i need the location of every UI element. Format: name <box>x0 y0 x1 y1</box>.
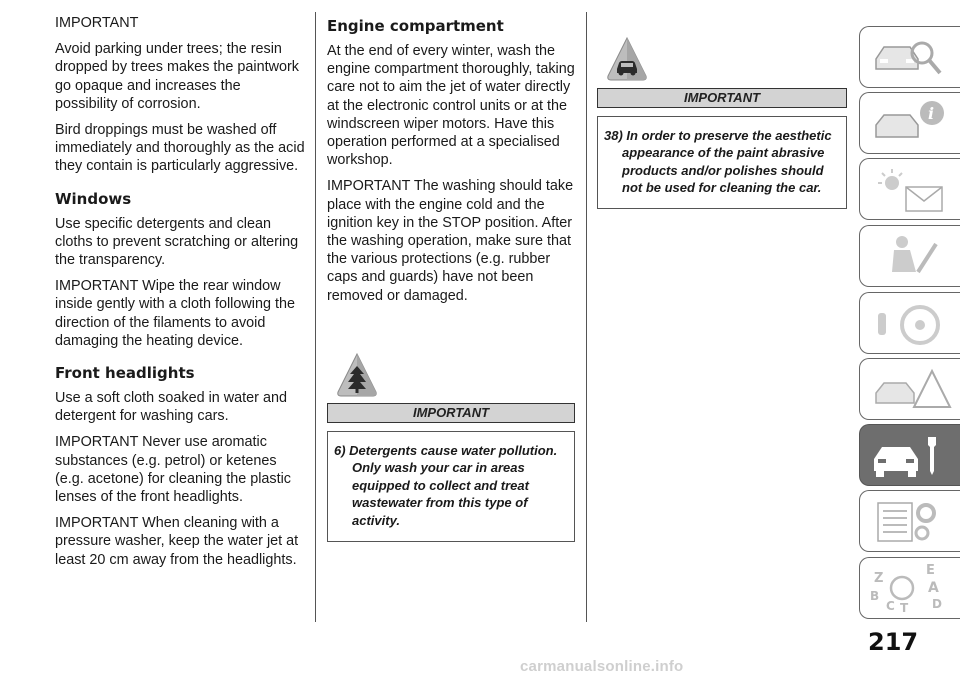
column-divider <box>315 12 316 622</box>
heading-engine-compartment: Engine compartment <box>327 17 504 35</box>
heading-windows: Windows <box>55 189 132 208</box>
environment-tree-warning-icon <box>336 352 378 398</box>
paragraph-soft-cloth: Use a soft cloth soaked in water and detergent for washing cars. <box>55 390 287 425</box>
car-info-icon <box>870 99 954 149</box>
important-box-right <box>597 116 847 209</box>
car-crash-warning-icon <box>870 365 954 415</box>
watermark: carmanualsonline.info <box>520 658 684 675</box>
tab-index[interactable] <box>859 557 960 619</box>
alphabetical-index-icon <box>870 564 954 614</box>
column-divider <box>586 12 587 622</box>
important-text-abrasive: 38) In order to preserve the aesthetic appearance of the paint abrasive products and/or polishes should not be used for cleaning the car. <box>604 128 832 196</box>
svg-text:i: i <box>928 104 935 123</box>
tab-car-info[interactable] <box>859 92 960 154</box>
paragraph-windows-detergents: Use specific detergents and clean cloths to prevent scratching or altering the transparency. <box>55 215 299 269</box>
tab-technical-data[interactable] <box>859 490 960 552</box>
paragraph-engine-cold: IMPORTANT The washing should take place with the engine cold and the ignition key in the STOP position. After the washing operation, make sure that the various protections (e.g. rubber caps and guards) have not been removed or damaged. <box>327 178 574 304</box>
paragraph-pressure-washer: IMPORTANT When cleaning with a pressure washer, keep the water jet at least 20 cm away from the headlights. <box>55 515 299 568</box>
important-bar-right: IMPORTANT <box>597 88 847 108</box>
tab-lights-messages[interactable] <box>859 158 960 220</box>
column-left <box>55 14 305 577</box>
car-warning-icon <box>606 36 648 82</box>
tab-car-search[interactable] <box>859 26 960 88</box>
svg-text:Z: Z <box>874 571 884 586</box>
heading-front-headlights: Front headlights <box>55 364 195 383</box>
tab-emergency[interactable] <box>859 358 960 420</box>
lights-message-icon <box>870 165 954 215</box>
tab-maintenance[interactable] <box>859 424 960 486</box>
svg-text:T: T <box>900 601 909 614</box>
tab-safety[interactable] <box>859 225 960 287</box>
airbag-seatbelt-icon <box>870 232 954 282</box>
paragraph-bird-droppings: Bird droppings must be washed off immediately and thoroughly as the acid they contain is particularly aggressive. <box>55 122 305 175</box>
car-search-icon <box>870 33 954 83</box>
paragraph-engine-wash: At the end of every winter, wash the engine compartment thoroughly, taking care not to aim the jet of water directly at the electronic control units or at the windscreen wiper motors. Have this operation performed at a specialised workshop. <box>327 43 575 169</box>
important-box-middle <box>327 431 575 542</box>
paragraph-rear-window: IMPORTANT Wipe the rear window inside gently with a cloth following the direction of the filaments to avoid damaging the heating device. <box>55 278 295 349</box>
important-text-detergents: 6) Detergents cause water pollution. Only wash your car in areas equipped to collect and treat wastewater from this type of activity. <box>334 443 558 528</box>
important-label: IMPORTANT <box>55 15 139 31</box>
svg-text:D: D <box>932 597 942 611</box>
page-number: 217 <box>868 628 919 656</box>
svg-text:E: E <box>926 564 935 578</box>
tab-starting-driving[interactable] <box>859 292 960 354</box>
svg-text:A: A <box>928 580 939 596</box>
svg-text:C: C <box>886 599 895 613</box>
car-maintenance-wrench-icon <box>870 431 954 481</box>
column-middle <box>327 14 577 313</box>
paragraph-aromatic-substances: IMPORTANT Never use aromatic substances (e.g. petrol) or ketenes (e.g. acetone) for cleaning the plastic lenses of the front headlights. <box>55 434 291 506</box>
svg-text:B: B <box>870 589 880 603</box>
specs-gears-icon <box>870 497 954 547</box>
paragraph-parking-trees: Avoid parking under trees; the resin dropped by trees makes the paintwork go opaque and increases the possibility of corrosion. <box>55 41 299 112</box>
important-bar-middle: IMPORTANT <box>327 403 575 423</box>
key-steering-wheel-icon <box>870 299 954 349</box>
